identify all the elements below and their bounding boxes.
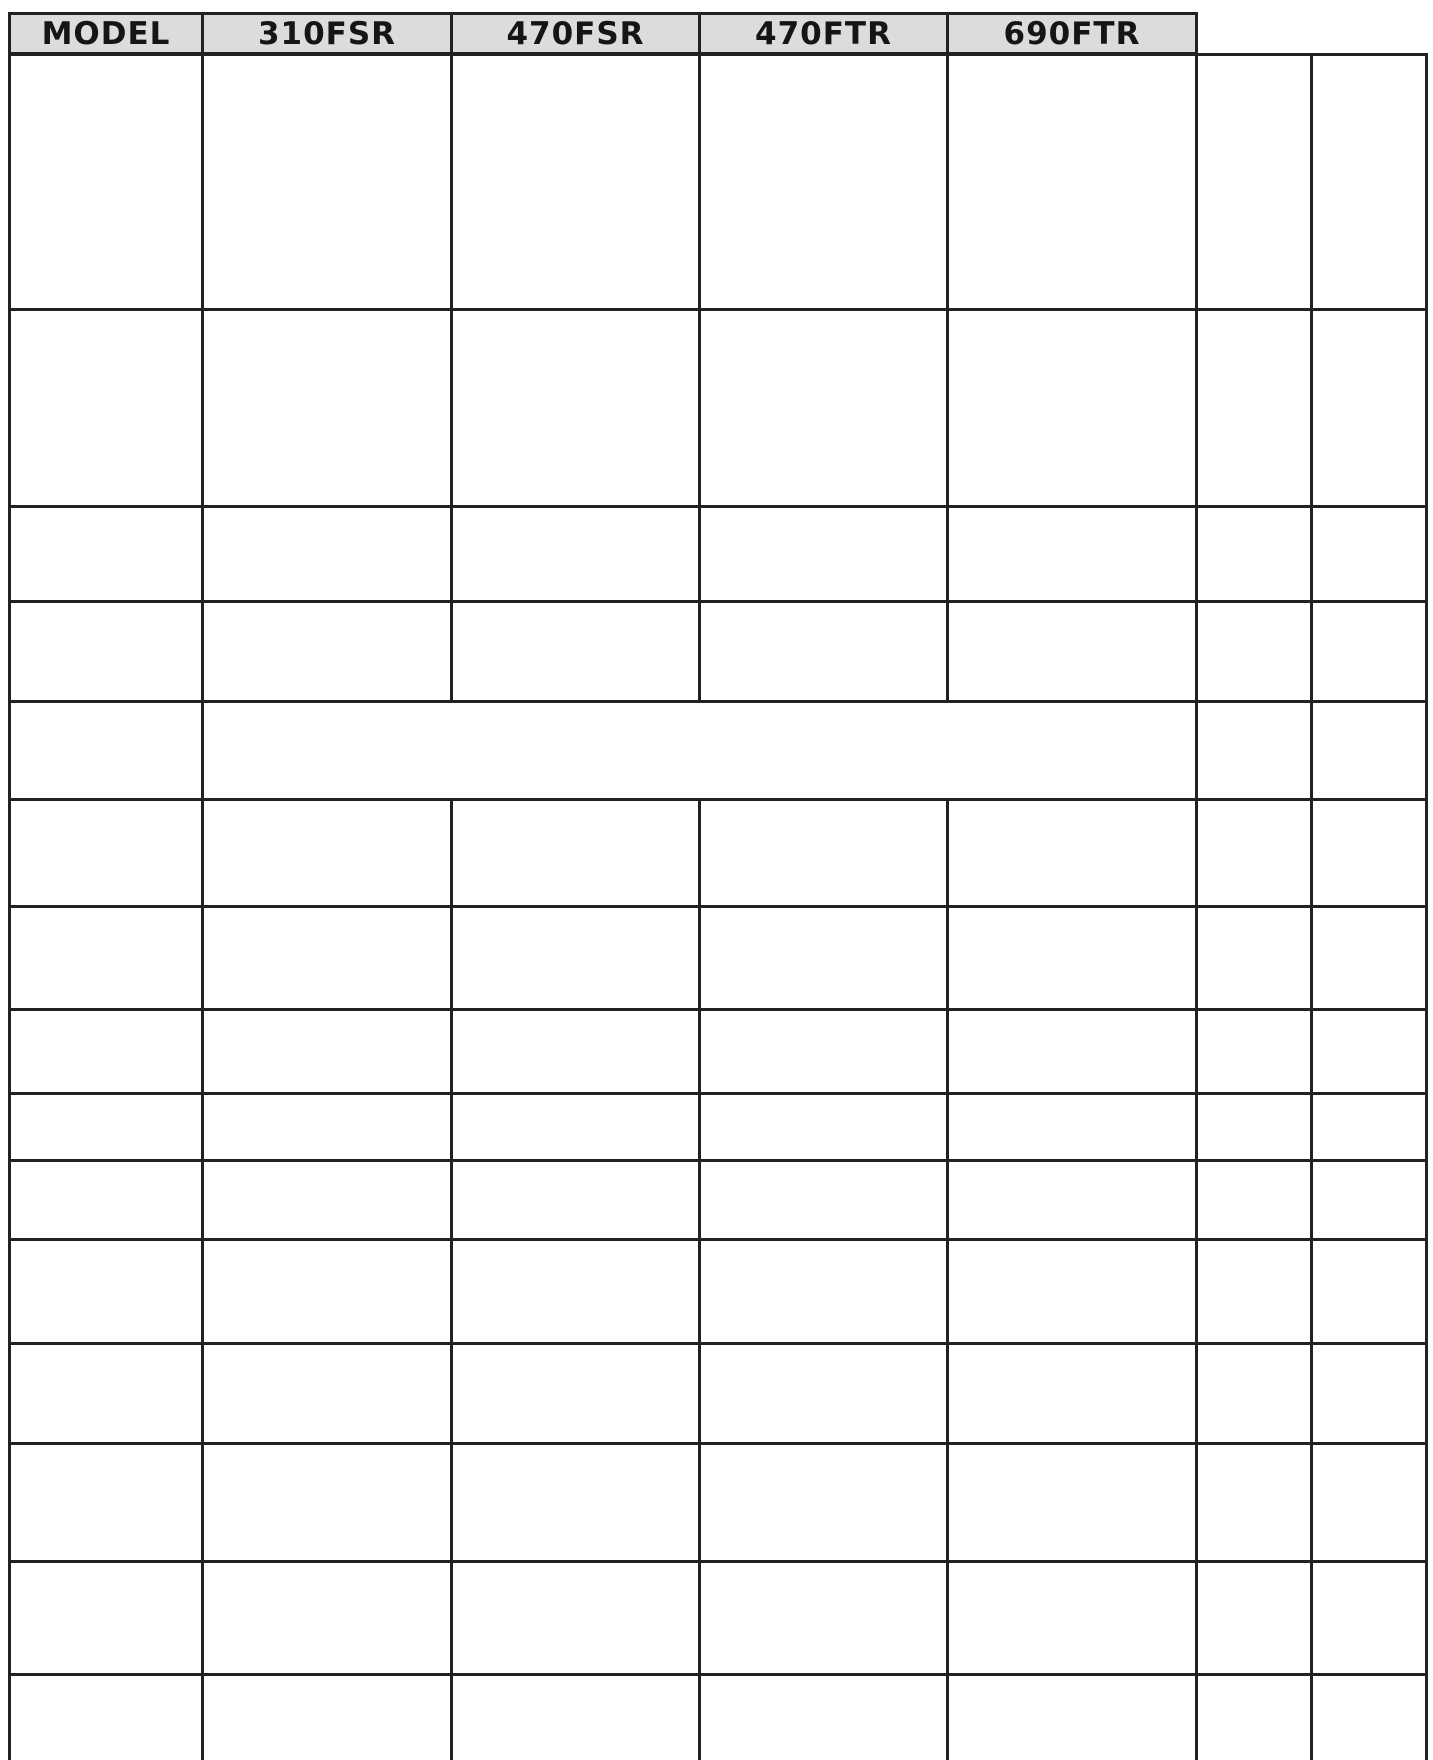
grid-line-horizontal bbox=[8, 1092, 1428, 1095]
grid-line-horizontal bbox=[8, 600, 1428, 603]
grid-line-horizontal bbox=[8, 905, 1428, 908]
grid-line-horizontal bbox=[8, 700, 1428, 703]
grid-line-horizontal bbox=[8, 1008, 1428, 1011]
grid-line-horizontal bbox=[8, 1673, 1428, 1676]
grid-line-horizontal bbox=[8, 1238, 1428, 1241]
grid-line-horizontal bbox=[8, 798, 1428, 801]
grid-line-vertical bbox=[450, 798, 453, 1760]
header-model: MODEL bbox=[8, 12, 204, 55]
grid-line-horizontal bbox=[8, 308, 1428, 311]
grid-line-horizontal bbox=[8, 505, 1428, 508]
grid-line-horizontal bbox=[8, 53, 1428, 56]
grid-line-horizontal bbox=[8, 1442, 1428, 1445]
grid-line-vertical bbox=[946, 798, 949, 1760]
header-model-470fsr: 470FSR bbox=[450, 12, 701, 55]
grid-line-horizontal bbox=[8, 1342, 1428, 1345]
grid-line-vertical bbox=[698, 798, 701, 1760]
header-model-470ftr: 470FTR bbox=[698, 12, 949, 55]
grid-line-horizontal bbox=[8, 1560, 1428, 1563]
header-model-690ftr: 690FTR bbox=[946, 12, 1198, 55]
grid-line-horizontal bbox=[8, 1159, 1428, 1162]
header-model-310fsr: 310FSR bbox=[201, 12, 453, 55]
